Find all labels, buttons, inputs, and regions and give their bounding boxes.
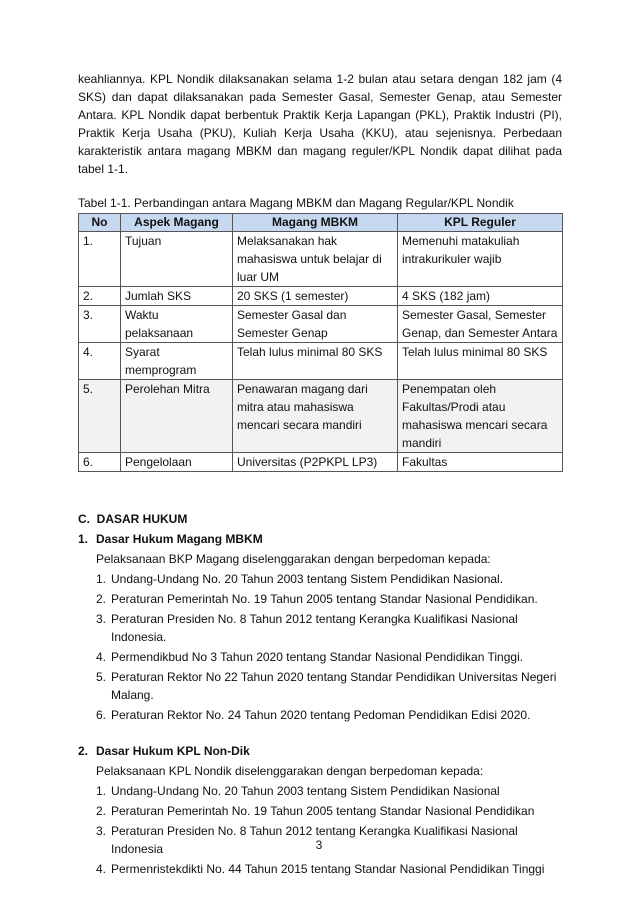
cell-aspek: Jumlah SKS <box>121 287 233 306</box>
subsection-title: Dasar Hukum KPL Non-Dik <box>96 744 250 758</box>
list-text: Peraturan Rektor No 22 Tahun 2020 tentang Standar Pendidikan Universitas Negeri Malang. <box>111 670 557 702</box>
cell-no: 3. <box>79 306 121 343</box>
cell-aspek: Perolehan Mitra <box>121 380 233 453</box>
subsection-title: Dasar Hukum Magang MBKM <box>96 532 263 546</box>
table-row <box>79 453 563 472</box>
cell-mbkm: 20 SKS (1 semester) <box>233 287 398 306</box>
subsection-heading-kpl <box>78 742 562 760</box>
subsection-heading-mbkm <box>78 530 562 548</box>
subsection-number: 1. <box>78 532 89 546</box>
list-item <box>96 590 562 608</box>
list-item <box>96 668 562 704</box>
list-text: Peraturan Pemerintah No. 19 Tahun 2005 tentang Standar Nasional Pendidikan <box>111 804 535 818</box>
list-number: 3. <box>96 612 107 626</box>
cell-no: 5. <box>79 380 121 453</box>
subsection-intro: Pelaksanaan BKP Magang diselenggarakan dengan berpedoman kepada: <box>96 552 491 566</box>
list-number: 1. <box>96 572 107 586</box>
list-number: 2. <box>96 804 107 818</box>
subsection-intro: Pelaksanaan KPL Nondik diselenggarakan dengan berpedoman kepada: <box>96 764 484 778</box>
list-number: 4. <box>96 650 107 664</box>
section-heading: C. DASAR HUKUM <box>78 512 188 526</box>
cell-aspek: Syarat memprogram <box>121 343 233 380</box>
document-page <box>78 70 562 880</box>
list-item <box>96 610 562 646</box>
list-number: 6. <box>96 708 107 722</box>
cell-mbkm: Semester Gasal dan Semester Genap <box>233 306 398 343</box>
header-aspek: Aspek Magang <box>121 214 233 232</box>
list-text: Permenristekdikti No. 44 Tahun 2015 tentang Standar Nasional Pendidikan Tinggi <box>111 862 545 876</box>
law-list-kpl <box>78 782 562 878</box>
law-list-mbkm <box>78 570 562 724</box>
subsection-number: 2. <box>78 744 89 758</box>
list-number: 2. <box>96 592 107 606</box>
header-mbkm: Magang MBKM <box>233 214 398 232</box>
header-kpl: KPL Reguler <box>398 214 563 232</box>
list-item <box>96 782 562 800</box>
cell-kpl: Memenuhi matakuliah intrakurikuler wajib <box>398 232 563 287</box>
list-number: 4. <box>96 862 107 876</box>
table-header-row <box>79 214 563 232</box>
list-number: 3. <box>96 824 107 838</box>
cell-aspek: Tujuan <box>121 232 233 287</box>
comparison-table <box>78 213 563 472</box>
intro-paragraph: keahliannya. KPL Nondik dilaksanakan selama 1-2 bulan atau setara dengan 182 jam (4 SKS) dan dapat dilaksanakan pada Semester Gasal, Semester Genap, atau Semester Antara. KPL Nondik dapat berbentuk Praktik Kerja Lapangan (PKL), Praktik Industri (PI), Praktik Kerja Usaha (PKU), Kuliah Kerja Usaha (KKU), atau sejenisnya. Perbedaan karakteristik antara magang MBKM dan magang reguler/KPL Nondik dapat dilihat pada tabel 1-1. <box>78 72 562 176</box>
list-item <box>96 706 562 724</box>
cell-no: 6. <box>79 453 121 472</box>
list-text: Peraturan Rektor No. 24 Tahun 2020 tentang Pedoman Pendidikan Edisi 2020. <box>111 708 531 722</box>
list-text: Peraturan Presiden No. 8 Tahun 2012 tentang Kerangka Kualifikasi Nasional Indonesia. <box>111 612 518 644</box>
list-item <box>96 648 562 666</box>
list-number: 1. <box>96 784 107 798</box>
list-text: Peraturan Pemerintah No. 19 Tahun 2005 tentang Standar Nasional Pendidikan. <box>111 592 538 606</box>
cell-no: 4. <box>79 343 121 380</box>
cell-kpl: Telah lulus minimal 80 SKS <box>398 343 563 380</box>
list-text: Undang-Undang No. 20 Tahun 2003 tentang Sistem Pendidikan Nasional <box>111 784 500 798</box>
table-row <box>79 306 563 343</box>
table-row <box>79 380 563 453</box>
cell-mbkm: Telah lulus minimal 80 SKS <box>233 343 398 380</box>
cell-no: 2. <box>79 287 121 306</box>
cell-kpl: Penempatan oleh Fakultas/Prodi atau mahasiswa mencari secara mandiri <box>398 380 563 453</box>
list-text: Permendikbud No 3 Tahun 2020 tentang Standar Nasional Pendidikan Tinggi. <box>111 650 524 664</box>
list-number: 5. <box>96 670 107 684</box>
cell-mbkm: Penawaran magang dari mitra atau mahasiswa mencari secara mandiri <box>233 380 398 453</box>
table-row <box>79 232 563 287</box>
cell-no: 1. <box>79 232 121 287</box>
header-no: No <box>79 214 121 232</box>
cell-mbkm: Melaksanakan hak mahasiswa untuk belajar di luar UM <box>233 232 398 287</box>
cell-aspek: Pengelolaan <box>121 453 233 472</box>
list-text: Peraturan Presiden No. 8 Tahun 2012 tentang Kerangka Kualifikasi Nasional Indonesia <box>111 824 518 856</box>
cell-aspek: Waktu pelaksanaan <box>121 306 233 343</box>
page-number: 3 <box>315 838 323 852</box>
table-caption: Tabel 1-1. Perbandingan antara Magang MBKM dan Magang Regular/KPL Nondik <box>78 196 514 210</box>
list-item <box>96 802 562 820</box>
cell-kpl: 4 SKS (182 jam) <box>398 287 563 306</box>
list-item <box>96 860 562 878</box>
table-row <box>79 343 563 380</box>
cell-kpl: Fakultas <box>398 453 563 472</box>
list-text: Undang-Undang No. 20 Tahun 2003 tentang Sistem Pendidikan Nasional. <box>111 572 504 586</box>
list-item <box>96 570 562 588</box>
cell-kpl: Semester Gasal, Semester Genap, dan Semester Antara <box>398 306 563 343</box>
table-row <box>79 287 563 306</box>
cell-mbkm: Universitas (P2PKPL LP3) <box>233 453 398 472</box>
